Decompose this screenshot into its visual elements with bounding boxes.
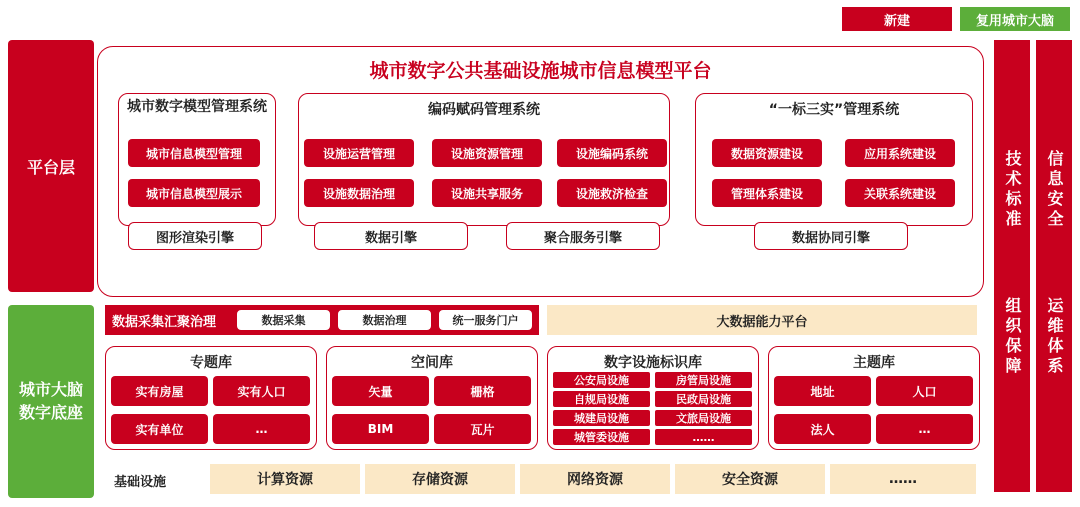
space-item-3: BIM bbox=[332, 414, 429, 444]
facility-item-8: …… bbox=[655, 429, 752, 445]
legend-reuse bbox=[960, 7, 1070, 31]
legend-new bbox=[842, 7, 952, 31]
facility-item-2: 房管局设施 bbox=[655, 372, 752, 388]
collect-item-1: 数据采集 bbox=[236, 309, 331, 331]
facility-lib-title: 数字设施标识库 bbox=[604, 355, 702, 371]
facility-item-7: 城管委设施 bbox=[553, 429, 650, 445]
yibiao-item-4: 关联系统建设 bbox=[845, 179, 955, 207]
legend-new-label: 新建 bbox=[883, 13, 910, 29]
coding-item-6: 设施救济检查 bbox=[557, 179, 667, 207]
subject-item-1: 地址 bbox=[774, 376, 871, 406]
bigdata-platform bbox=[547, 305, 977, 335]
space-lib-title: 空间库 bbox=[411, 355, 453, 371]
side-left-bottom: 组织保障 bbox=[1003, 297, 1022, 377]
coding-item-5: 设施共享服务 bbox=[432, 179, 542, 207]
topic-item-1: 实有房屋 bbox=[111, 376, 208, 406]
infra-item-more bbox=[830, 464, 976, 494]
facility-item-5: 城建局设施 bbox=[553, 410, 650, 426]
infra-item-security-label: 安全资源 bbox=[722, 472, 778, 488]
infra-item-network-label: 网络资源 bbox=[567, 472, 623, 488]
engine-collab: 数据协同引擎 bbox=[754, 222, 908, 250]
subject-item-2: 人口 bbox=[876, 376, 973, 406]
cim-item-display: 城市信息模型展示 bbox=[128, 179, 260, 207]
space-item-4: 瓦片 bbox=[434, 414, 531, 444]
subject-item-4: … bbox=[876, 414, 973, 444]
subject-item-3: 法人 bbox=[774, 414, 871, 444]
infra-item-compute bbox=[210, 464, 360, 494]
facility-item-4: 民政局设施 bbox=[655, 391, 752, 407]
coding-item-2: 设施资源管理 bbox=[432, 139, 542, 167]
topic-item-2: 实有人口 bbox=[213, 376, 310, 406]
layer-platform bbox=[8, 40, 94, 292]
topic-lib-title: 专题库 bbox=[190, 355, 232, 371]
yibiao-item-3: 管理体系建设 bbox=[712, 179, 822, 207]
facility-item-1: 公安局设施 bbox=[553, 372, 650, 388]
side-right-bottom: 运维体系 bbox=[1045, 297, 1064, 377]
space-item-1: 矢量 bbox=[332, 376, 429, 406]
side-left-top: 技术标准 bbox=[1003, 150, 1022, 230]
yibiao-item-2: 应用系统建设 bbox=[845, 139, 955, 167]
coding-system-title: 编码赋码管理系统 bbox=[428, 102, 540, 118]
infra-item-storage bbox=[365, 464, 515, 494]
platform-title: 城市数字公共基础设施城市信息模型平台 bbox=[369, 60, 712, 82]
subject-lib-title: 主题库 bbox=[853, 355, 895, 371]
coding-item-1: 设施运营管理 bbox=[304, 139, 414, 167]
layer-base-label: 城市大脑数字底座 bbox=[18, 380, 83, 422]
infra-item-compute-label: 计算资源 bbox=[257, 472, 313, 488]
coding-item-3: 设施编码系统 bbox=[557, 139, 667, 167]
engine-render: 图形渲染引擎 bbox=[128, 222, 262, 250]
side-column-left bbox=[994, 40, 1030, 492]
infra-label: 基础设施 bbox=[114, 475, 167, 490]
engine-data: 数据引擎 bbox=[314, 222, 468, 250]
topic-item-4: … bbox=[213, 414, 310, 444]
facility-item-6: 文旅局设施 bbox=[655, 410, 752, 426]
infra-item-security bbox=[675, 464, 825, 494]
engine-aggregate: 聚合服务引擎 bbox=[506, 222, 660, 250]
side-column-right bbox=[1036, 40, 1072, 492]
infra-item-network bbox=[520, 464, 670, 494]
layer-base bbox=[8, 305, 94, 498]
infra-item-storage-label: 存储资源 bbox=[412, 472, 468, 488]
layer-platform-label: 平台层 bbox=[26, 157, 75, 177]
side-right-top: 信息安全 bbox=[1045, 150, 1064, 230]
topic-item-3: 实有单位 bbox=[111, 414, 208, 444]
cim-item-manage: 城市信息模型管理 bbox=[128, 139, 260, 167]
cim-system-title: 城市数字模型管理系统 bbox=[127, 99, 267, 115]
space-item-2: 栅格 bbox=[434, 376, 531, 406]
yibiao-item-1: 数据资源建设 bbox=[712, 139, 822, 167]
collect-title: 数据采集汇聚治理 bbox=[112, 315, 217, 330]
bigdata-platform-label: 大数据能力平台 bbox=[716, 314, 808, 330]
legend-reuse-label: 复用城市大脑 bbox=[975, 13, 1054, 29]
infra-item-more-label: …… bbox=[889, 471, 917, 487]
collect-item-3: 统一服务门户 bbox=[438, 309, 533, 331]
yibiao-system-title: “一标三实”管理系统 bbox=[768, 102, 900, 118]
facility-item-3: 自规局设施 bbox=[553, 391, 650, 407]
coding-item-4: 设施数据治理 bbox=[304, 179, 414, 207]
collect-item-2: 数据治理 bbox=[337, 309, 432, 331]
